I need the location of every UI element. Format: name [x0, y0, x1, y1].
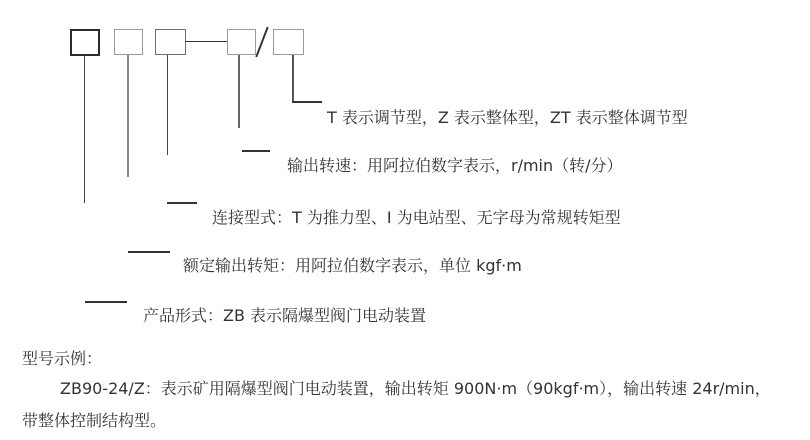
model-code-box-3 — [155, 29, 186, 55]
model-code-box-1 — [70, 29, 100, 56]
callout-product-label: 产品形式：ZB 表示隔爆型阀门电动装置 — [143, 306, 427, 325]
box3-box4-connector-line — [185, 41, 227, 42]
leader-elbow-box5 — [292, 101, 322, 103]
leader-line-box2 — [127, 55, 129, 177]
callout-dash-connection — [167, 202, 197, 204]
leader-line-box3 — [167, 55, 168, 155]
leader-line-box1 — [84, 55, 85, 203]
example-heading: 型号示例： — [22, 349, 103, 368]
leader-line-box4 — [238, 55, 240, 128]
example-line-2: 带整体控制结构型。 — [22, 411, 167, 430]
callout-dash-product — [85, 301, 127, 303]
callout-speed-label: 输出转速：用阿拉伯数字表示，r/min（转/分） — [287, 156, 623, 175]
slash-separator — [255, 27, 268, 58]
model-code-box-2 — [114, 29, 143, 55]
callout-dash-torque — [128, 251, 170, 253]
callout-type-label: T 表示调节型，Z 表示整体型，ZT 表示整体调节型 — [327, 108, 688, 127]
callout-dash-speed — [242, 150, 270, 152]
model-code-box-4 — [227, 29, 256, 55]
model-code-box-5 — [273, 29, 304, 55]
leader-line-box5 — [292, 55, 294, 103]
callout-connection-label: 连接型式：T 为推力型、I 为电站型、无字母为常规转矩型 — [212, 208, 621, 227]
callout-torque-label: 额定输出转矩：用阿拉伯数字表示，单位 kgf·m — [183, 256, 522, 275]
example-line-1: ZB90-24/Z：表示矿用隔爆型阀门电动装置，输出转矩 900N·m（90kgf·m），输出转速 24r/min， — [60, 379, 771, 398]
